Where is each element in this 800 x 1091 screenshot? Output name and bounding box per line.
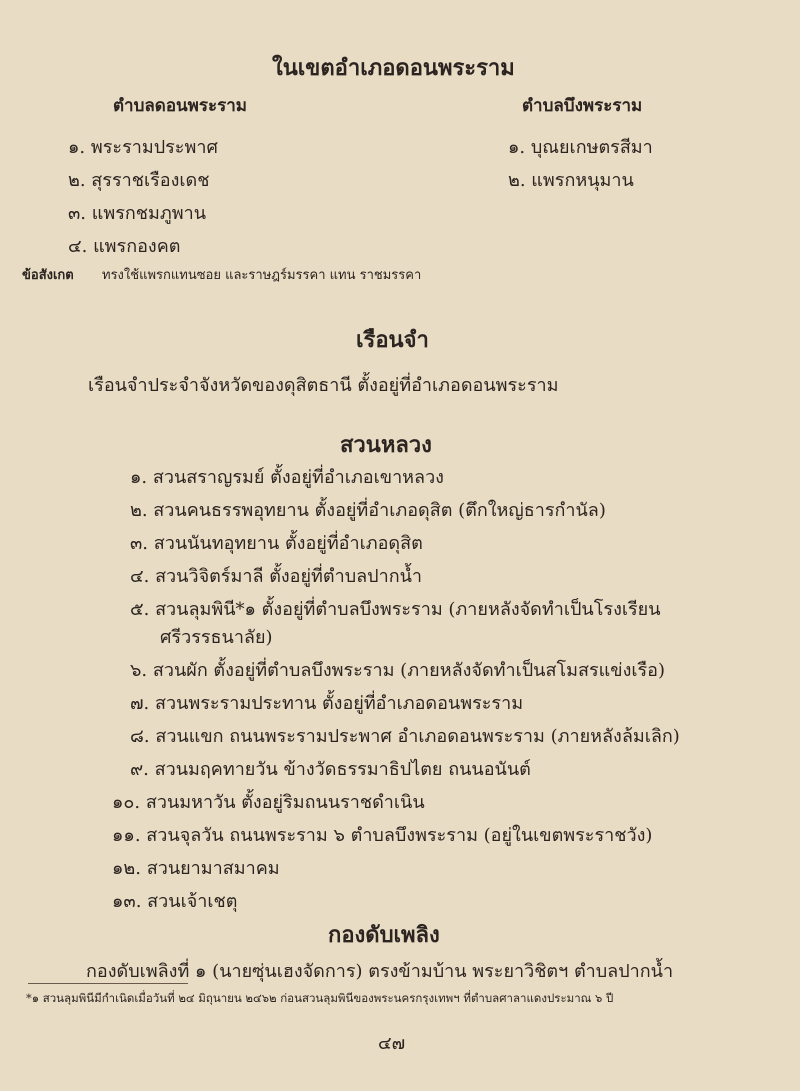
garden-item: ๙. สวนมฤคทายวัน ข้างวัดธรรมาธิปไตย ถนนอนันต์: [130, 759, 531, 780]
garden-item: ๓. สวนนันทอุทยาน ตั้งอยู่ที่อำเภอดุสิต: [130, 533, 423, 554]
prison-heading: เรือนจำ: [356, 327, 429, 353]
fire-heading: กองดับเพลิง: [328, 922, 440, 948]
garden-item: ๑๒. สวนยามาสมาคม: [112, 858, 280, 879]
garden-item: ๑๐. สวนมหาวัน ตั้งอยู่ริมถนนราชดำเนิน: [112, 792, 425, 813]
garden-item: ๔. สวนวิจิตร์มาลี ตั้งอยู่ที่ตำบลปากน้ำ: [130, 566, 422, 587]
left-column-title: ตำบลดอนพระราม: [113, 96, 248, 116]
left-list-item: ๒. สุรราชเรืองเดช: [68, 170, 210, 191]
garden-item: ๑๓. สวนเจ้าเชตุ: [112, 891, 238, 912]
left-list-item: ๓. แพรกชมภูพาน: [68, 203, 207, 224]
right-list-item: ๒. แพรกหนุมาน: [508, 170, 634, 191]
right-column-title: ตำบลบึงพระราม: [522, 96, 643, 116]
garden-item: ๑๑. สวนจุลวัน ถนนพระราม ๖ ตำบลบึงพระราม (อยู่ในเขตพระราชวัง): [112, 825, 653, 846]
note-text: ทรงใช้แพรกแทนซอย และราษฎร์มรรคา แทน ราชมรรคา: [102, 268, 422, 283]
prison-text: เรือนจำประจำจังหวัดของดุสิตธานี ตั้งอยู่ที่อำเภอดอนพระราม: [88, 375, 559, 396]
note-label: ข้อสังเกต: [22, 268, 74, 283]
garden-item-continuation: ศรีวรรธนาลัย): [160, 627, 273, 648]
right-list-item: ๑. บุณยเกษตรสีมา: [508, 137, 653, 158]
garden-item: ๕. สวนลุมพินี*๑ ตั้งอยู่ที่ตำบลบึงพระราม (ภายหลังจัดทำเป็นโรงเรียน: [130, 599, 661, 620]
garden-item: ๘. สวนแขก ถนนพระรามประพาศ อำเภอดอนพระราม (ภายหลังล้มเลิก): [130, 726, 680, 747]
garden-item: ๗. สวนพระรามประทาน ตั้งอยู่ที่อำเภอดอนพระราม: [130, 693, 524, 714]
garden-item: ๒. สวนคนธรรพอุทยาน ตั้งอยู่ที่อำเภอดุสิต (ตึกใหญ่ธารกำนัล): [130, 500, 606, 521]
page-number: ๔๗: [378, 1033, 406, 1054]
garden-item: ๑. สวนสราญรมย์ ตั้งอยู่ที่อำเภอเขาหลวง: [130, 467, 444, 488]
left-list-item: ๑. พระรามประพาศ: [68, 137, 218, 158]
gardens-heading: สวนหลวง: [340, 432, 432, 458]
garden-item: ๖. สวนผัก ตั้งอยู่ที่ตำบลบึงพระราม (ภายหลังจัดทำเป็นสโมสรแข่งเรือ): [130, 660, 666, 681]
amphoe-heading: ในเขตอำเภอดอนพระราม: [272, 55, 515, 81]
footnote-divider: [28, 983, 188, 984]
footnote: *๑ สวนลุมพินีมีกำเนิดเมื่อวันที่ ๒๔ มิถุนายน ๒๔๖๒ ก่อนสวนลุมพินีของพระนครกรุงเทพฯ ที่ตำบลศาลาแดงประมาณ ๖ ปี: [26, 991, 614, 1005]
fire-text: กองดับเพลิงที่ ๑ (นายซุ่นเฮงจัดการ) ตรงข้ามบ้าน พระยาวิชิตฯ ตำบลปากน้ำ: [86, 961, 674, 982]
left-list-item: ๔. แพรกองคต: [68, 236, 181, 257]
